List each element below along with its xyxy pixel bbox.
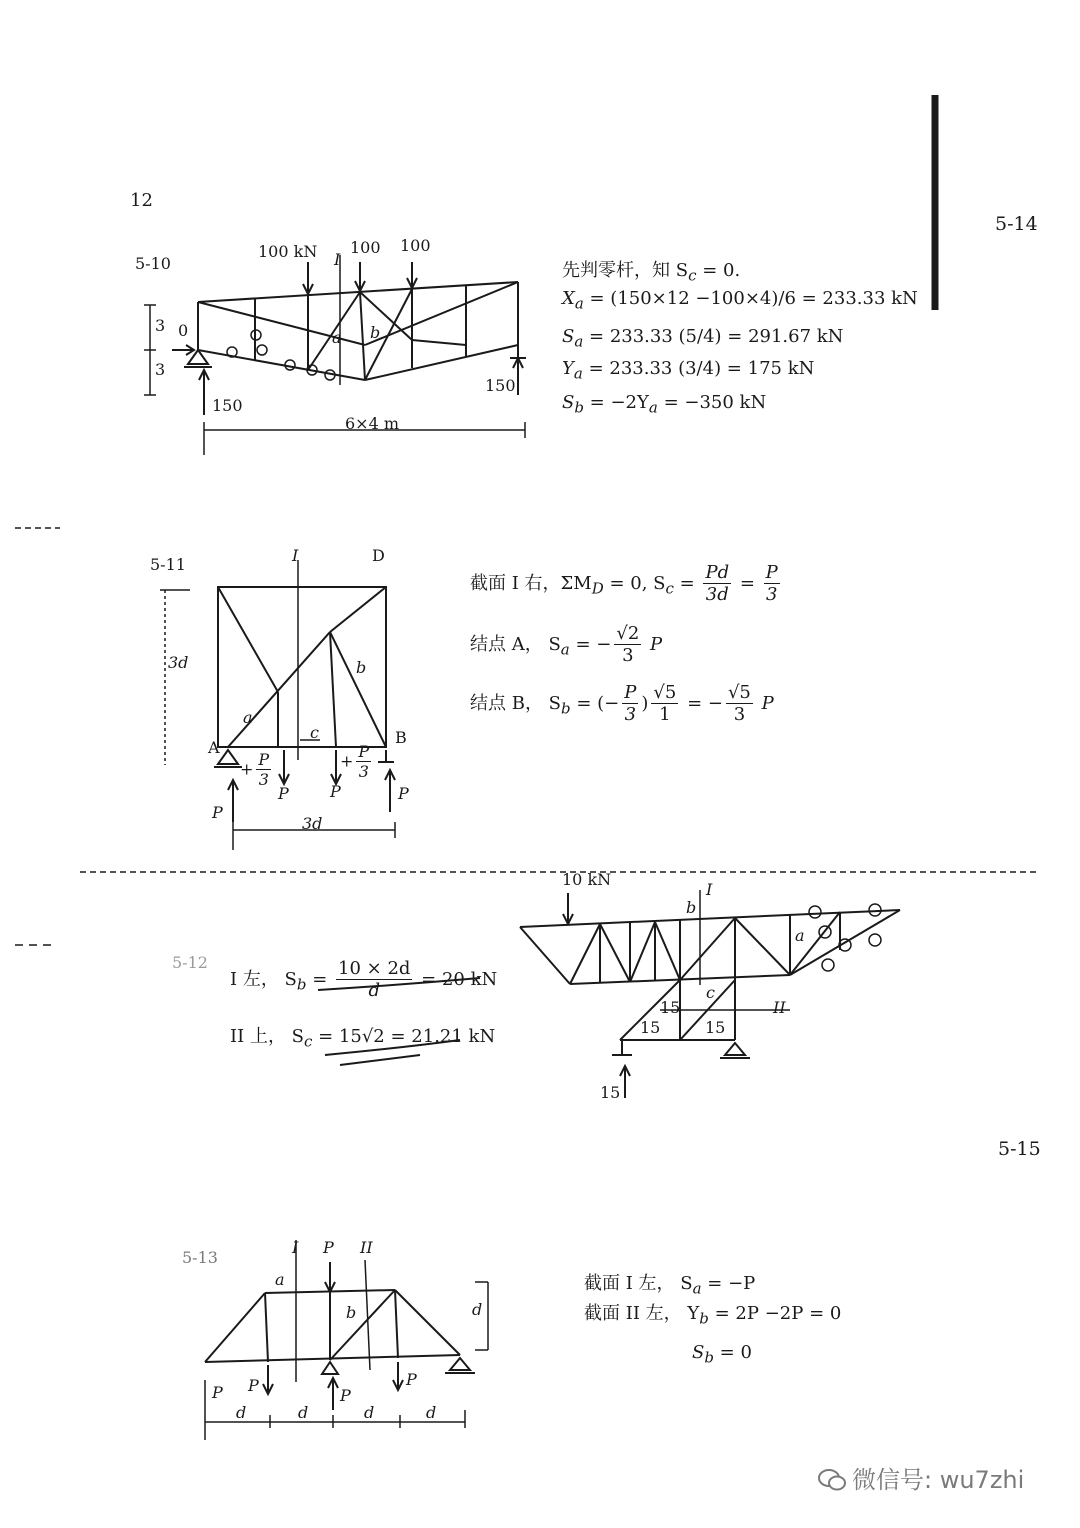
load-label: 100 kN	[258, 242, 318, 261]
height-label: 3d	[168, 653, 189, 672]
watermark-text: 微信号: wu7zhi	[852, 1466, 1025, 1494]
section-label: I	[292, 546, 299, 565]
value-label: 15	[640, 1018, 661, 1037]
solution-line: 截面 I 左， $S_a = -P$	[584, 1273, 756, 1298]
member-label: b	[686, 898, 697, 917]
member-label: b	[356, 658, 367, 677]
span-label: d	[236, 1403, 247, 1422]
member-label: c	[310, 723, 319, 742]
truss-5-11	[160, 560, 395, 850]
solution-line: $X_a = (150\times 12 -100\times 4)/6 = 233.33$ kN	[562, 288, 918, 313]
load-label: P	[248, 1376, 259, 1395]
solution-line: 截面 I 右，$\Sigma M_D = 0$, $S_c$ = $\frac{Pd}{3d}$ = $\frac{P}{3}$	[470, 562, 778, 605]
section-label: II	[360, 1238, 373, 1257]
load-label: P	[398, 784, 409, 803]
reaction-label: 150	[212, 396, 243, 415]
member-label: a	[243, 708, 253, 727]
solution-line: $S_b = 0$	[692, 1342, 752, 1367]
dim-label: 3	[155, 316, 166, 335]
member-label: a	[795, 926, 805, 945]
solution-line: 先判零杆，知 $S_c = 0$.	[562, 260, 741, 285]
member-label: c	[706, 983, 715, 1002]
load-label: P	[323, 1238, 334, 1257]
solution-line: $Y_a = 233.33$ (3/4) = 175 kN	[562, 358, 815, 383]
side-label-5-14: 5-14	[995, 213, 1038, 235]
load-label: P	[340, 1386, 351, 1405]
span-label: d	[426, 1403, 437, 1422]
solution-line: II 上， $S_c = 15√2 = 21.21$ kN	[230, 1026, 496, 1051]
node-label: B	[395, 728, 407, 747]
load-fraction: + $\frac{P}{3}$	[240, 750, 270, 789]
watermark	[818, 1460, 1024, 1495]
load-label: P	[212, 803, 223, 822]
height-label: d	[472, 1300, 483, 1319]
solution-line: $S_a = 233.33$ (5/4) = 291.67 kN	[562, 326, 844, 351]
node-label: D	[372, 546, 385, 565]
section-label: I	[292, 1238, 299, 1257]
wechat-icon	[818, 1469, 846, 1491]
member-label: a	[332, 328, 342, 347]
span-label: d	[364, 1403, 375, 1422]
side-label-5-15: 5-15	[998, 1138, 1041, 1160]
dim-label: 3	[155, 360, 166, 379]
span-label: 6×4 m	[345, 414, 400, 433]
section-label: I	[706, 880, 713, 899]
node-label: A	[208, 738, 220, 757]
value-label: 15	[705, 1018, 726, 1037]
solution-line: $S_b = -2Y_a = -350$ kN	[562, 392, 767, 417]
member-label: b	[370, 323, 381, 342]
value-label: 15	[660, 998, 681, 1017]
solution-line: I 左， $S_b$ = $\frac{10 \times 2d}{d}$ = 20 kN	[230, 958, 498, 1001]
truss-5-10	[144, 255, 526, 455]
problem-id-5-10: 5-10	[135, 254, 171, 273]
problem-id-5-12: 5-12	[172, 953, 208, 972]
span-label: 3d	[302, 814, 323, 833]
load-label: 100	[350, 238, 381, 257]
member-label: b	[346, 1303, 357, 1322]
solution-line: 截面 II 左， $Y_b = 2P -2P = 0$	[584, 1303, 842, 1328]
member-label: a	[275, 1270, 285, 1289]
solution-line: 结点 A， $S_a$ = − $\frac{√2}{3}$ P	[470, 623, 663, 666]
load-label: P	[278, 784, 289, 803]
page-number: 12	[130, 190, 153, 211]
problem-id-5-11: 5-11	[150, 555, 186, 574]
reaction-label: 150	[485, 376, 516, 395]
span-label: d	[298, 1403, 309, 1422]
reaction-label: 0	[178, 321, 189, 340]
truss-5-13	[205, 1240, 488, 1440]
load-label: P	[406, 1370, 417, 1389]
reaction-label: 15	[600, 1083, 621, 1102]
solution-line: 结点 B， $S_b$ = (− $\frac{P}{3}$ ) $\frac{√5}{1}$ = − $\frac{√5}{3}$ P	[470, 682, 774, 725]
load-label: P	[330, 782, 341, 801]
load-label: 10 kN	[562, 870, 612, 889]
load-label: 100	[400, 236, 431, 255]
load-label: P	[212, 1383, 223, 1402]
problem-id-5-13: 5-13	[182, 1248, 218, 1267]
section-label: II	[773, 998, 786, 1017]
section-label: I	[334, 250, 341, 269]
load-fraction: + $\frac{P}{3}$	[340, 742, 370, 781]
